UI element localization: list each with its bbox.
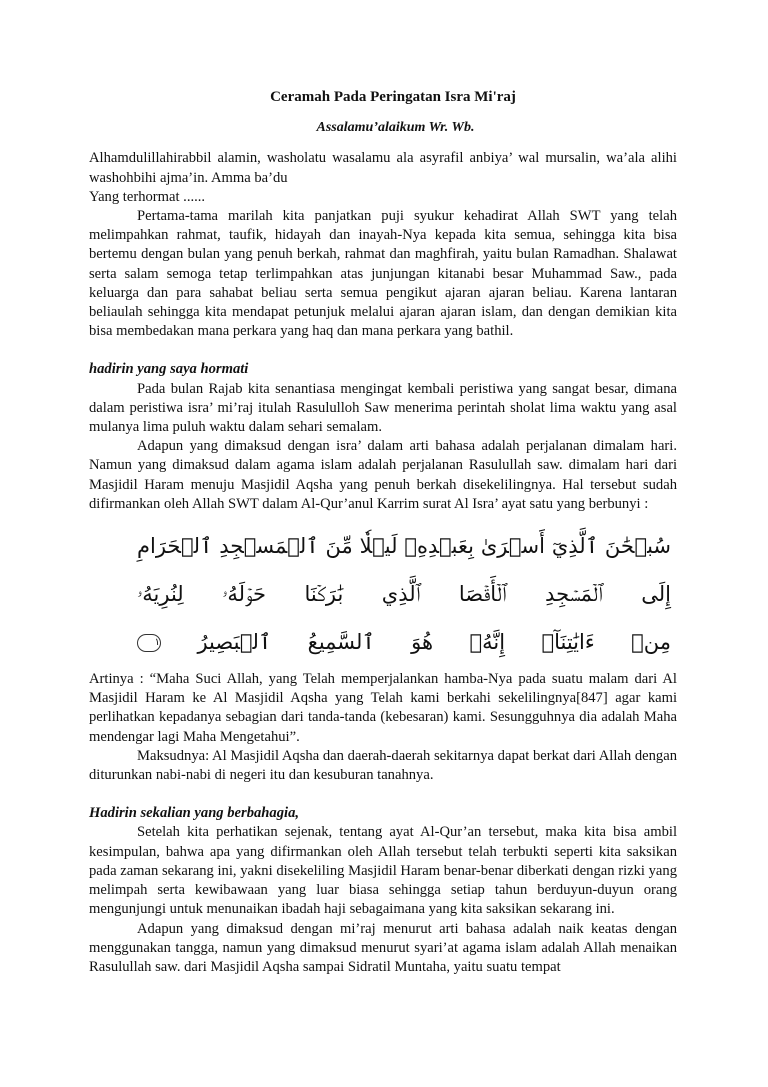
document-title: Ceramah Pada Peringatan Isra Mi'raj bbox=[270, 89, 516, 105]
paragraph-rajab: Pada bulan Rajab kita senantiasa mengingat kembali peristiwa yang sangat besar, dimana dalam peristiwa isra’ mi’raj itulah Rasululloh Saw menerima perintah sholat lima waktu yang asal mulanya lima puluh waktu dalam sehari semalam. bbox=[89, 380, 677, 436]
section-heading-1: hadirin yang saya hormati bbox=[89, 361, 249, 378]
paragraph-miraj: Adapun yang dimaksud dengan mi’raj menurut arti bahasa adalah naik keatas dengan menggunakan tangga, namun yang dimaksud menurut syari’at agama islam adalah Allah menaikan Rasulullah saw. dari Masjidil Aqsha sampai Sidratil Muntaha, yaitu suatu tempat bbox=[89, 920, 677, 975]
translation-paragraph: Artinya : “Maha Suci Allah, yang Telah memperjalankan hamba-Nya pada suatu malam dari Al Masjidil Haram ke Al Masjidil Aqsha yang Telah kami berkahi sekelilingnya[847] agar kami perlihatkan kepadanya sebagian dari tanda-tanda (kebesaran) kami. Sesungguhnya dia adalah Maha mendengar lagi Maha Mengetahui”. bbox=[89, 671, 677, 745]
section-heading-2: Hadirin sekalian yang berbahagia, bbox=[89, 805, 300, 822]
salam-greeting: Assalamu’alaikum Wr. Wb. bbox=[316, 120, 475, 136]
verse-line-2: إِلَى ٱلۡمَسۡجِدِ ٱلۡأَقۡصَا ٱلَّذِي بَٰرَكۡنَا حَوۡلَهُۥ لِنُرِيَهُۥ bbox=[137, 582, 671, 607]
ayah-number-icon: ١ bbox=[137, 634, 161, 652]
verse-line-3 bbox=[137, 618, 671, 666]
verse-line-3-text: مِنۡ ءَايَٰتِنَآۚ إِنَّهُۥ هُوَ ٱلسَّمِيعُ ٱلۡبَصِيرُ bbox=[197, 630, 671, 655]
audience-greeting: Yang terhormat ...... bbox=[89, 188, 206, 205]
opening-paragraph: Alhamdulillahirabbil alamin, washolatu wasalamu ala asyrafil anbiya’ wal mursalin, wa’ala alihi washohbihi ajma’in. Amma ba’du bbox=[89, 150, 677, 186]
document-page bbox=[89, 88, 677, 977]
meaning-paragraph: Maksudnya: Al Masjidil Aqsha dan daerah-daerah sekitarnya dapat berkat dari Allah dengan diturunkan nabi-nabi di negeri itu dan kesuburan tanahnya. bbox=[89, 747, 677, 784]
paragraph-intro: Pertama-tama marilah kita panjatkan puji syukur kehadirat Allah SWT yang telah melimpahkan rahmat, taufik, hidayah dan inayah-Nya kepada kita semua, sehingga kita bisa bertemu dengan bulan yang penuh berkah, rahmat dan maghfirah, yaitu bulan Ramadhan. Shalawat serta salam semoga tetap terlimpahkan atas junjungan kitanabi besar Muhammad Saw., pada keluarga dan para sahabat beliau serta semua pengikut ajaran ajaran beliau. Karena lantaran beliaulah sehingga kita mendapat petunjuk melalui ajaran ajaran islam, dan dengan demikian kita bisa membedakan mana perkara yang haq dan mana perkara yang bathil. bbox=[89, 208, 677, 340]
paragraph-isra: Adapun yang dimaksud dengan isra’ dalam arti bahasa adalah perjalanan dimalam hari. Namun yang dimaksud dalam agama islam adalah perjalanan Rasulullah saw. dimalam hari dari Masjidil Haram menuju Masjidil Aqsha yang penuh berkah disekelilingnya. Hal tersebut sudah difirmankan oleh Allah SWT dalam Al-Qur’anul Karrim surat Al Isra’ ayat satu yang berbunyi : bbox=[89, 438, 677, 512]
paragraph-conclusion: Setelah kita perhatikan sejenak, tentang ayat Al-Qur’an tersebut, maka kita bisa ambil kesimpulan, bahwa apa yang difirmankan oleh Allah tersebut telah terbukti seperti kita saksikan pada zaman sekarang ini, yakni disekeliling Masjidil Haram benar-benar diberkati dengan rizki yang melimpah serta kewibawaan yang luar biasa sehingga setiap tahun berduyun-duyun orang mengunjungi untuk menunaikan ibadah haji sebagaimana yang kita saksikan sekarang ini. bbox=[89, 824, 677, 918]
quran-verse bbox=[137, 514, 671, 670]
verse-line-1: سُبۡحَٰنَ ٱلَّذِيٓ أَسۡرَىٰ بِعَبۡدِهِۦ لَيۡلٗا مِّنَ ٱلۡمَسۡجِدِ ٱلۡحَرَامِ bbox=[137, 534, 671, 559]
